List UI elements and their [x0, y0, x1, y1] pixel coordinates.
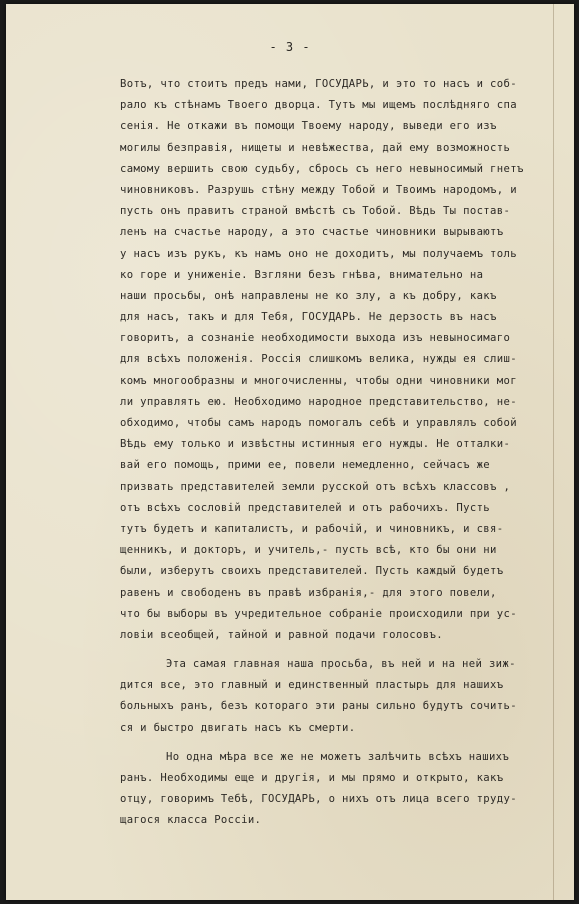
text-line: сенія. Не откажи въ помощи Твоему народу, выведи его изъ — [120, 120, 497, 133]
text-line: щенникъ, и докторъ, и учитель,- пусть всѣ, кто бы они ни — [120, 544, 497, 557]
text-line: щагося класса Россіи. — [120, 814, 262, 827]
text-line: ся и быстро двигать насъ къ смерти. — [120, 721, 356, 734]
text-line: для всѣхъ положенія. Россія слишкомъ велика, нужды ея слиш- — [120, 353, 517, 366]
text-line: наши просьбы, онѣ направлены не ко злу, а къ добру, какъ — [120, 289, 497, 302]
text-line: чиновниковъ. Разрушь стѣну между Тобой и Твоимъ народомъ, и — [120, 183, 517, 196]
text-line: больныхъ ранъ, безъ котораго эти раны сильно будутъ сочить- — [120, 700, 517, 713]
text-line: Вотъ, что стоитъ предъ нами, ГОСУДАРЬ, и это то насъ и соб- — [120, 78, 517, 90]
text-line: ленъ на счастье народу, а это счастье чиновники вырываютъ — [120, 226, 504, 239]
text-line: ранъ. Необходимы еще и другія, и мы прямо и открыто, какъ — [120, 772, 504, 784]
document-page — [6, 4, 574, 900]
text-line: комъ многообразны и многочисленны, чтобы одни чиновники мог — [120, 374, 517, 387]
text-line: что бы выборы въ учредительное собраніе происходили при ус- — [120, 607, 517, 620]
text-line: могилы безправія, нищеты и невѣжества, дай ему возможность — [120, 141, 511, 154]
text-line: для насъ, такъ и для Тебя, ГОСУДАРЬ. Не дерзость въ насъ — [120, 311, 497, 324]
paragraph-start-line: Эта самая главная наша просьба, въ ней и на ней зиж- — [166, 658, 516, 671]
text-line: у насъ изъ рукъ, къ намъ оно не доходитъ, мы получаемъ толь — [120, 247, 517, 260]
text-line: рало къ стѣнамъ Твоего дворца. Тутъ мы ищемъ послѣдняго спа — [120, 99, 517, 112]
text-line: вай его помощь, прими ее, повели немедленно, сейчасъ же — [120, 459, 491, 472]
text-line: пусть онъ правитъ страной вмѣстѣ съ Тобой. Вѣдь Ты постав- — [120, 205, 511, 218]
text-line: отцу, говоримъ Тебѣ, ГОСУДАРЬ, о нихъ отъ лица всего труду- — [120, 793, 517, 806]
text-line: самому вершить свою судьбу, сбрось съ него невыносимый гнетъ — [120, 162, 524, 175]
text-line: Вѣдь ему только и извѣстны истинныя его нужды. Не отталки- — [120, 438, 511, 451]
text-line: были, изберутъ своихъ представителей. Пусть каждый будетъ — [120, 565, 504, 578]
text-line: отъ всѣхъ сословій представителей и отъ рабочихъ. Пусть — [120, 501, 491, 514]
text-line: ловіи всеобщей, тайной и равной подачи голосовъ. — [120, 628, 443, 641]
text-line: призвать представителей земли русской отъ всѣхъ классовъ , — [120, 480, 511, 493]
text-line: говоритъ, а сознаніе необходимости выхода изъ невыносимаго — [120, 332, 511, 345]
text-line: дится все, это главный и единственный пластырь для нашихъ — [120, 679, 504, 692]
text-line: ко горе и униженіе. Взгляни безъ гнѣва, внимательно на — [120, 268, 484, 281]
text-line: ли управлять ею. Необходимо народное представительство, не- — [120, 395, 517, 408]
text-line: равенъ и свободенъ въ правѣ избранія,- для этого повели, — [120, 586, 497, 599]
page-fold-line — [553, 4, 554, 900]
paragraph-start-line: Но одна мѣра все же не можетъ залѣчить всѣхъ нашихъ — [166, 750, 510, 763]
text-line: тутъ будетъ и капиталистъ, и рабочій, и чиновникъ, и свя- — [120, 522, 504, 535]
text-line: обходимо, чтобы самъ народъ помогалъ себѣ и управлялъ собой — [120, 417, 517, 429]
body-text — [120, 74, 535, 832]
page-number: - 3 - — [269, 40, 311, 54]
